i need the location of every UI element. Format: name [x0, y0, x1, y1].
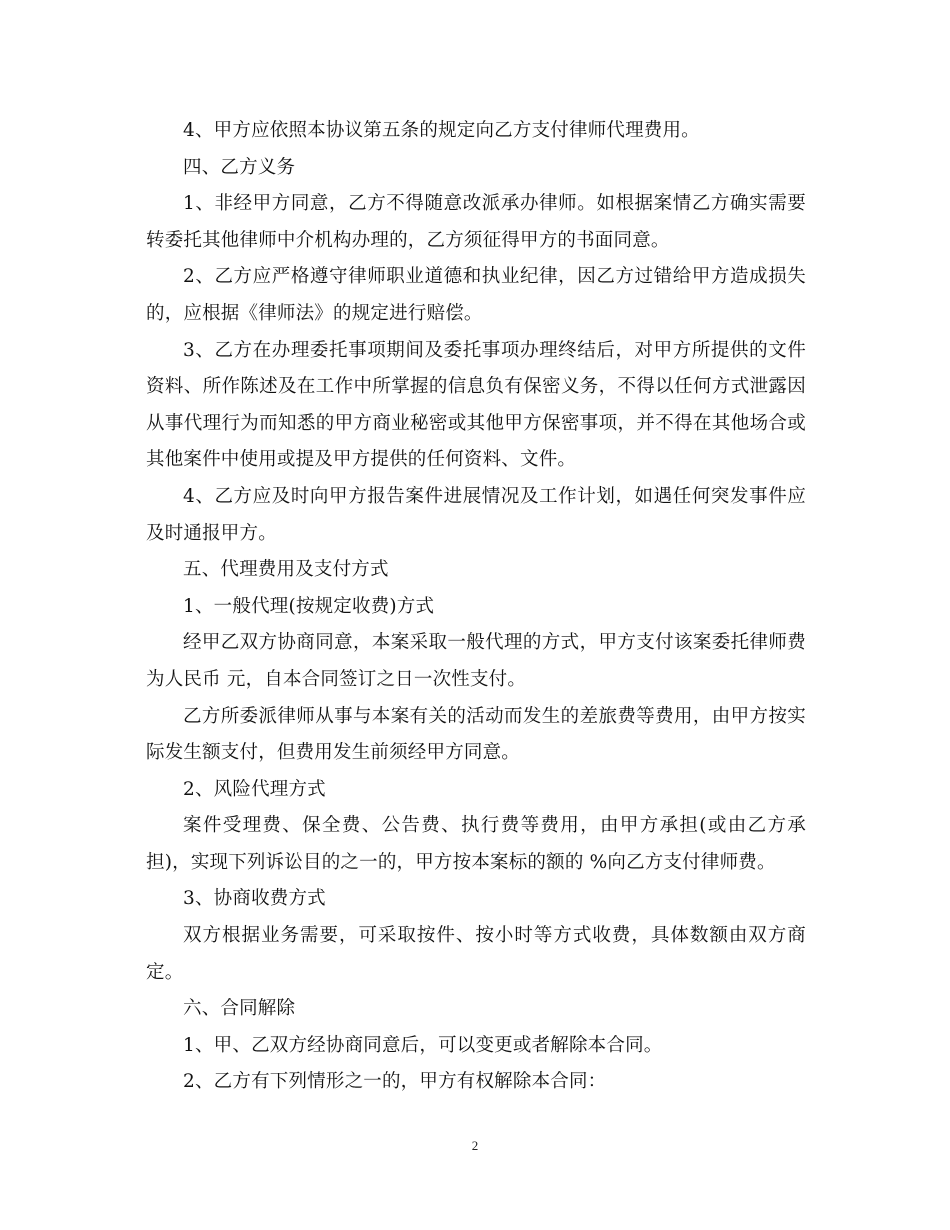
paragraph-13: 3、协商收费方式	[183, 888, 326, 910]
section-heading-obligations: 四、乙方义务	[183, 156, 296, 178]
paragraph-6: 4、乙方应及时向甲方报告案件进展情况及工作计划，如遇任何突发事件应及时通报甲方。	[146, 485, 806, 544]
section-heading-fees: 五、代理费用及支付方式	[183, 559, 389, 581]
section-heading-termination: 六、合同解除	[183, 998, 296, 1020]
paragraph-12: 案件受理费、保全费、公告费、执行费等费用，由甲方承担(或由乙方承担)，实现下列诉讼目的之一的，甲方按本案标的额的 %向乙方支付律师费。	[146, 815, 806, 873]
paragraph-5: 3、乙方在办理委托事项期间及委托事项办理终结后，对甲方所提供的文件资料、所作陈述及在工作中所掌握的信息负有保密义务，不得以任何方式泄露因从事代理行为而知悉的甲方商业秘密或其他甲方保密事项，并不得在其他场合或其他案件中使用或提及甲方提供的任何资料、文件。	[146, 339, 806, 471]
paragraph-4: 2、乙方应严格遵守律师职业道德和执业纪律，因乙方过错给甲方造成损失的，应根据《律师法》的规定进行赔偿。	[146, 266, 806, 324]
paragraph-14: 双方根据业务需要，可采取按件、按小时等方式收费，具体数额由双方商定。	[146, 925, 806, 983]
paragraph-10: 乙方所委派律师从事与本案有关的活动而发生的差旅费等费用，由甲方按实际发生额支付，但费用发生前须经甲方同意。	[146, 705, 806, 764]
paragraph-16: 1、甲、乙双方经协商同意后，可以变更或者解除本合同。	[183, 1034, 663, 1056]
paragraph-17: 2、乙方有下列情形之一的，甲方有权解除本合同：	[183, 1071, 607, 1093]
paragraph-3: 1、非经甲方同意，乙方不得随意改派承办律师。如根据案情乙方确实需要转委托其他律师中介机构办理的，乙方须征得甲方的书面同意。	[146, 193, 806, 251]
paragraph-11: 2、风险代理方式	[183, 778, 326, 800]
paragraph-8: 1、一般代理(按规定收费)方式	[183, 595, 435, 617]
page-number: 2	[471, 1138, 479, 1153]
document-body	[146, 113, 806, 1101]
paragraph-9: 经甲乙双方协商同意，本案采取一般代理的方式，甲方支付该案委托律师费为人民币 元，自本合同签订之日一次性支付。	[146, 632, 806, 690]
paragraph-1: 4、甲方应依照本协议第五条的规定向乙方支付律师代理费用。	[183, 120, 700, 141]
